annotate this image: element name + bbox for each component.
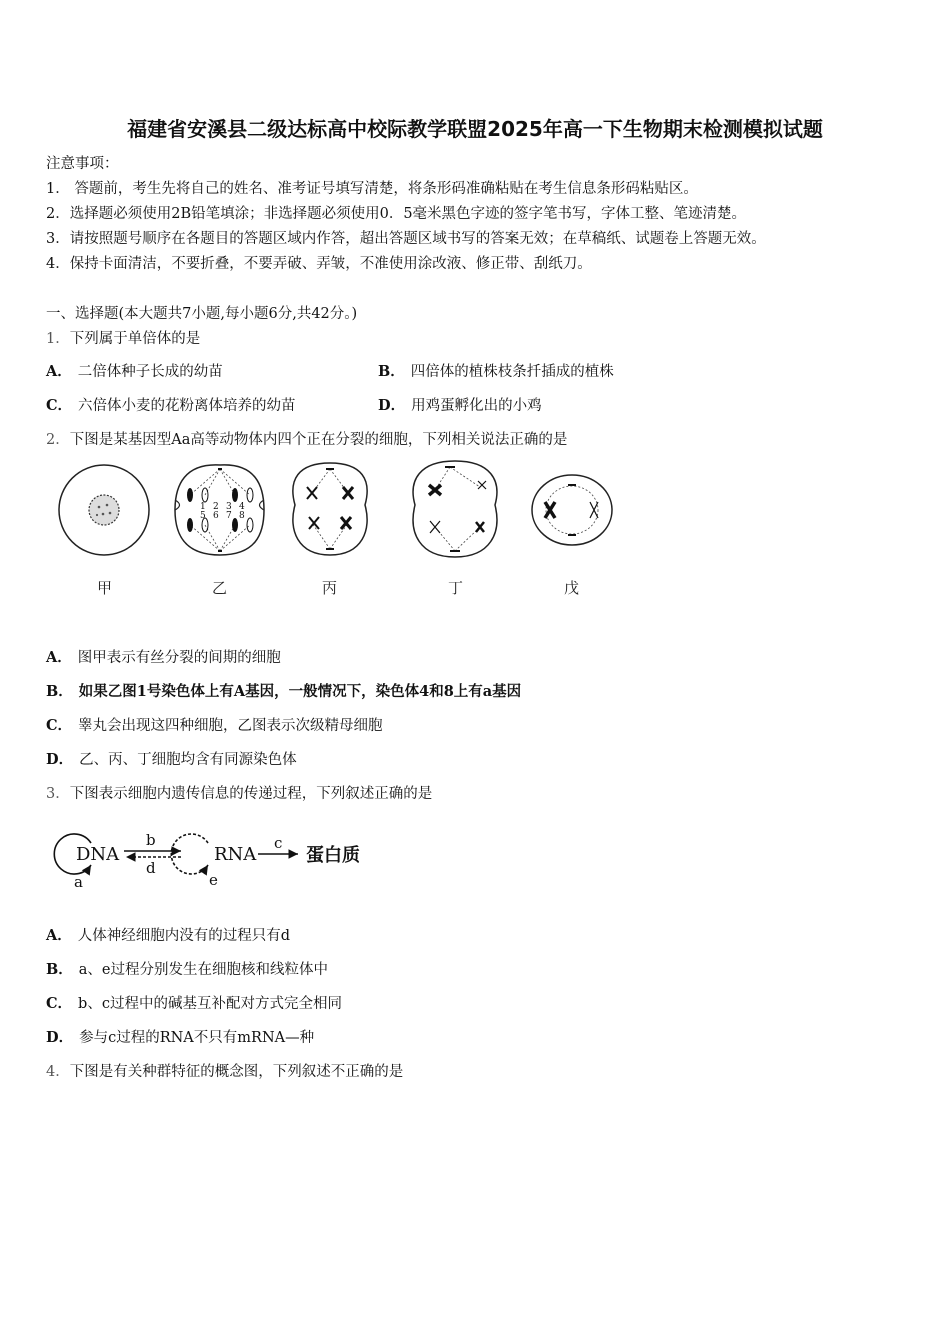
option-text: 参与c过程的RNA不只有mRNA—种	[79, 1030, 315, 1046]
chromosome-number: 8	[239, 511, 245, 521]
notice-item: 4．保持卡面清洁，不要折叠，不要弄破、弄皱，不准使用涂改液、修正带、刮纸刀。	[46, 256, 592, 272]
option-label: C．	[46, 717, 73, 734]
rna-label: RNA	[214, 844, 257, 865]
page-title: 福建省安溪县二级达标高中校际教学联盟2025年高一下生物期末检测模拟试题	[127, 117, 823, 141]
option-label: A．	[46, 649, 72, 666]
notice-heading: 注意事项：	[46, 156, 119, 172]
option-label: A．	[46, 363, 72, 380]
cell-ding	[413, 461, 497, 557]
process-a-label: a	[74, 873, 83, 891]
chromosome-number: 7	[226, 511, 232, 521]
process-b-label: b	[146, 831, 156, 849]
option-text: a、e过程分别发生在细胞核和线粒体中	[78, 962, 328, 978]
question-text: 下列属于单倍体的是	[69, 331, 201, 347]
dna-label: DNA	[76, 844, 120, 865]
option-text: 图甲表示有丝分裂的间期的细胞	[77, 650, 281, 666]
cell-division-figure	[50, 455, 630, 605]
cell-wu	[532, 475, 612, 545]
option-label: D．	[46, 751, 74, 768]
option-text: 乙、丙、丁细胞均含有同源染色体	[79, 752, 297, 768]
question-text: 下图表示细胞内遗传信息的传递过程，下列叙述正确的是	[69, 786, 433, 802]
protein-label: 蛋白质	[306, 845, 360, 866]
q2-option-b[interactable]	[46, 680, 521, 701]
notice-item: 3．请按照题号顺序在各题目的答题区域内作答，超出答题区域书写的答案无效；在草稿纸、试题卷上答题无效。	[46, 231, 766, 247]
cell-yi	[175, 465, 264, 555]
q3-option-a[interactable]	[46, 924, 290, 945]
option-label: C．	[46, 995, 73, 1012]
option-label: B．	[46, 683, 73, 700]
q1-option-b[interactable]	[378, 360, 614, 381]
chromosome-number: 5	[200, 511, 206, 521]
option-label: B．	[46, 961, 73, 978]
section-heading: 一、选择题(本大题共7小题,每小题6分,共42分。)	[46, 306, 358, 322]
option-text: b、c过程中的碱基互补配对方式完全相同	[78, 996, 342, 1012]
figure-label: 戊	[564, 579, 580, 597]
question-2-stem	[46, 428, 567, 449]
chromosome-number: 1	[200, 502, 206, 512]
question-text: 下图是某基因型Aa高等动物体内四个正在分裂的细胞，下列相关说法正确的是	[69, 432, 568, 448]
notice-item: 1． 答题前，考生先将自己的姓名、准考证号填写清楚，将条形码准确粘贴在考生信息条形码粘贴区。	[46, 181, 698, 197]
q3-option-c[interactable]	[46, 992, 342, 1013]
cell-jia	[59, 465, 149, 555]
q2-option-c[interactable]	[46, 714, 383, 735]
question-number: 4．	[46, 1064, 70, 1080]
question-1-stem	[46, 327, 200, 348]
option-text: 人体神经细胞内没有的过程只有d	[77, 928, 291, 944]
figure-label: 丙	[322, 579, 338, 597]
option-text: 睾丸会出现这四种细胞，乙图表示次级精母细胞	[78, 718, 383, 734]
cell-bing	[293, 463, 367, 555]
figure-label: 丁	[448, 579, 464, 597]
q1-option-a[interactable]	[46, 360, 223, 381]
option-label: C．	[46, 397, 73, 414]
chromosome-number: 4	[239, 502, 245, 512]
question-text: 下图是有关种群特征的概念图，下列叙述不正确的是	[69, 1064, 404, 1080]
process-e-label: e	[209, 871, 218, 889]
option-label: D．	[46, 1029, 74, 1046]
figure-label: 甲	[97, 579, 113, 597]
chromosome-number: 2	[213, 502, 219, 512]
process-c-label: c	[274, 834, 283, 852]
question-number: 2．	[46, 432, 70, 448]
notice-item: 2．选择题必须使用2B铅笔填涂；非选择题必须使用0．5毫米黑色字迹的签字笔书写，字体工整、笔迹清楚。	[46, 206, 747, 222]
option-label: D．	[378, 397, 406, 414]
q2-option-d[interactable]	[46, 748, 297, 769]
q3-option-b[interactable]	[46, 958, 328, 979]
option-text: 如果乙图1号染色体上有A基因，一般情况下，染色体4和8上有a基因	[78, 683, 522, 700]
option-text: 用鸡蛋孵化出的小鸡	[411, 398, 542, 414]
option-text: 四倍体的植株枝条扦插成的植株	[410, 364, 614, 380]
chromosome-number: 6	[213, 511, 219, 521]
option-label: B．	[378, 363, 405, 380]
q3-option-d[interactable]	[46, 1026, 314, 1047]
question-4-stem	[46, 1060, 403, 1081]
question-3-stem	[46, 782, 432, 803]
question-number: 1．	[46, 331, 70, 347]
option-text: 六倍体小麦的花粉离体培养的幼苗	[78, 398, 296, 414]
option-label: A．	[46, 927, 72, 944]
figure-label: 乙	[212, 579, 228, 597]
process-d-label: d	[146, 859, 156, 877]
option-text: 二倍体种子长成的幼苗	[77, 364, 223, 380]
q1-option-d[interactable]	[378, 394, 542, 415]
central-dogma-diagram	[46, 815, 386, 895]
question-number: 3．	[46, 786, 70, 802]
q2-option-a[interactable]	[46, 646, 281, 667]
chromosome-number: 3	[226, 502, 232, 512]
q1-option-c[interactable]	[46, 394, 296, 415]
